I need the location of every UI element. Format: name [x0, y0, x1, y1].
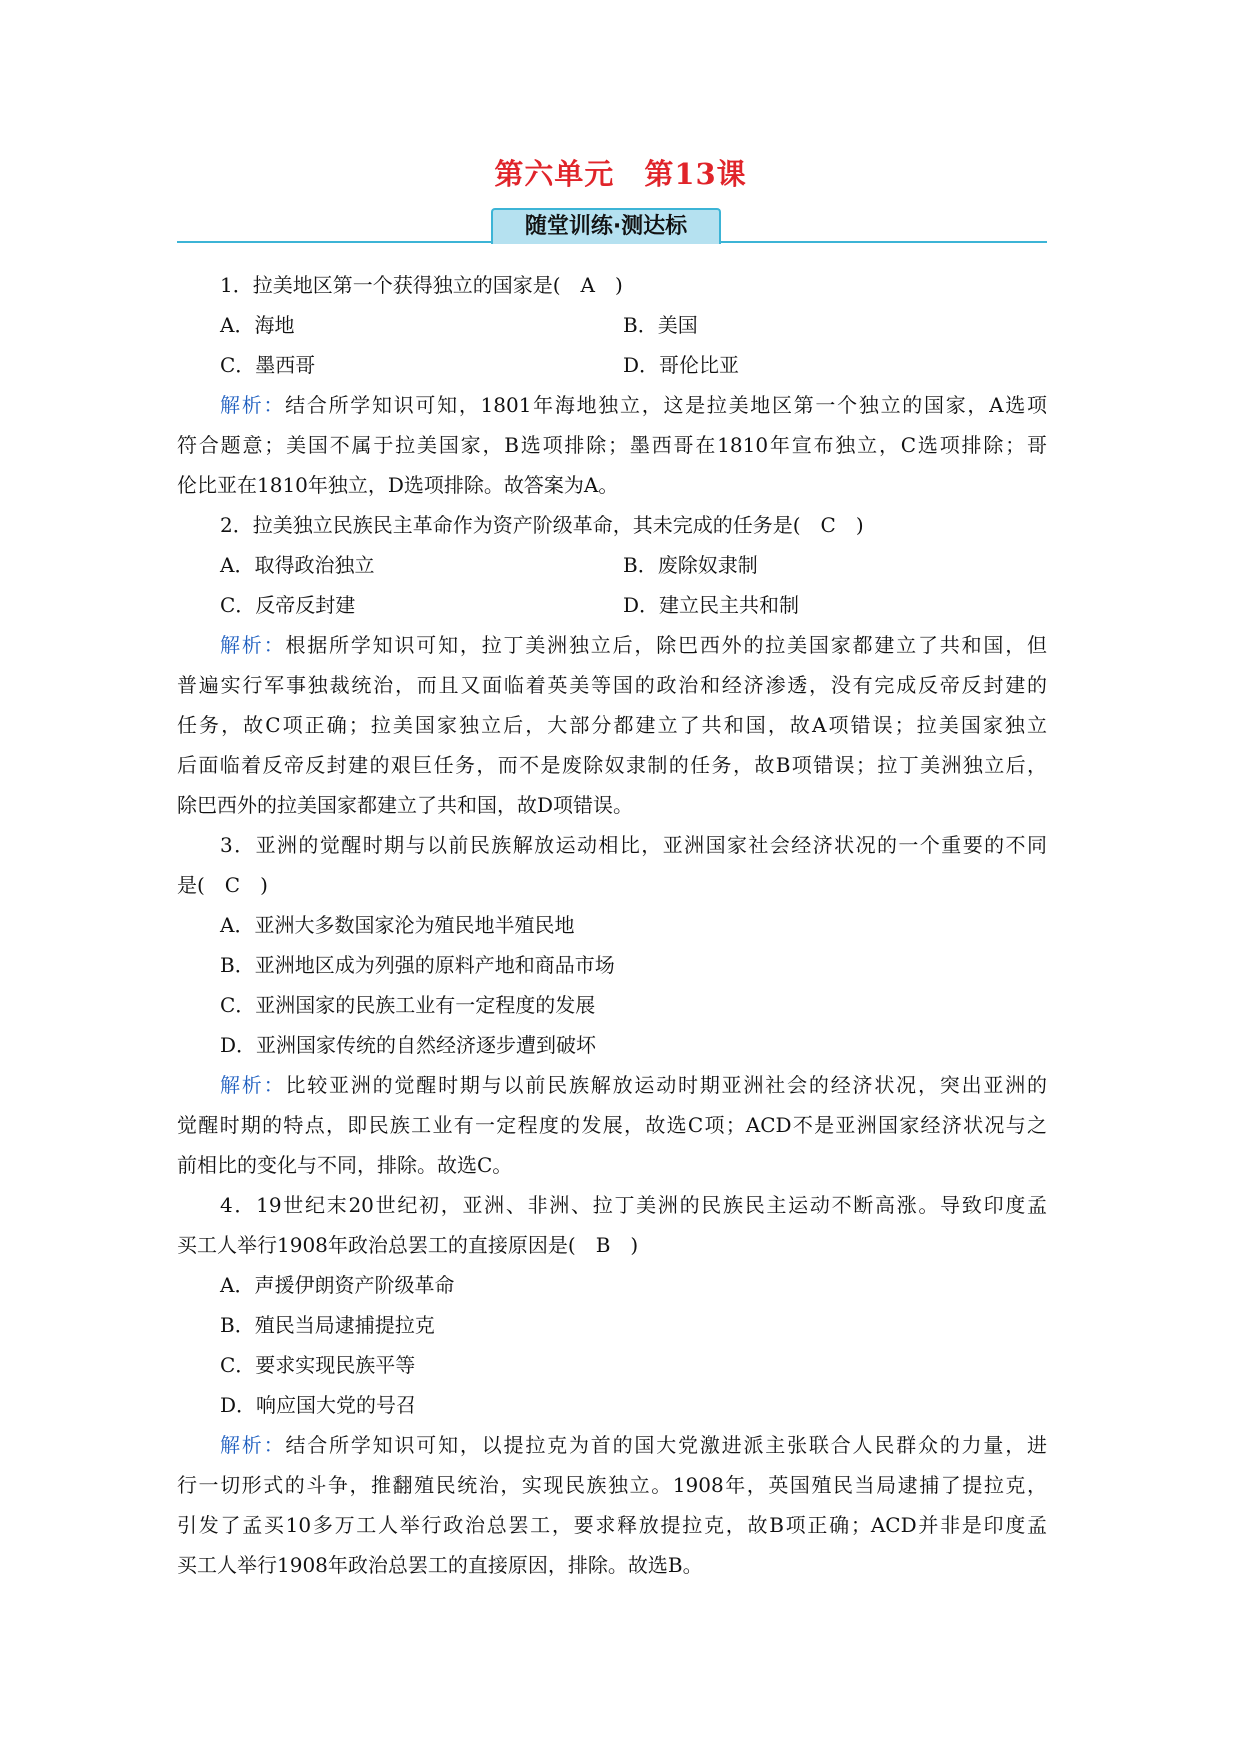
analysis-label: 解析： [220, 393, 286, 417]
option-b: B．废除奴隶制 [623, 553, 758, 577]
analysis-line: 伦比亚在1810年独立，D选项排除。故答案为A。 [177, 473, 619, 497]
question-stem: 2．拉美独立民族民主革命作为资产阶级革命，其未完成的任务是( C ) [220, 513, 864, 537]
option-a: A．亚洲大多数国家沦为殖民地半殖民地 [220, 913, 575, 937]
page-title [0, 152, 1241, 193]
lesson-title: 第13课 [644, 157, 747, 191]
option-c: C．墨西哥 [220, 353, 316, 377]
question-1 [177, 265, 1047, 505]
option-d: D．响应国大党的号召 [220, 1393, 417, 1417]
question-3 [177, 825, 1047, 1185]
question-list [177, 265, 1047, 1585]
option-c: C．要求实现民族平等 [220, 1353, 416, 1377]
question-stem: 是( C ) [177, 873, 268, 897]
analysis-line: 引发了孟买10多万工人举行政治总罢工，要求释放提拉克，故B项正确；ACD并非是印度孟 [177, 1513, 1047, 1537]
option-a: A．声援伊朗资产阶级革命 [220, 1273, 455, 1297]
analysis-line: 除巴西外的拉美国家都建立了共和国，故D项错误。 [177, 793, 634, 817]
analysis-label: 解析： [220, 633, 286, 657]
option-c: C．反帝反封建 [220, 593, 356, 617]
question-stem: 1．拉美地区第一个获得独立的国家是( A ) [220, 273, 623, 297]
analysis-line: 行一切形式的斗争，推翻殖民统治，实现民族独立。1908年，英国殖民当局逮捕了提拉克， [177, 1473, 1047, 1497]
option-row [177, 545, 1047, 585]
option-row [177, 585, 1047, 625]
analysis-line: 解析：根据所学知识可知，拉丁美洲独立后，除巴西外的拉美国家都建立了共和国，但 [220, 633, 1048, 657]
section-banner: 随堂训练·测达标 [491, 208, 721, 244]
question-stem: 4．19世纪末20世纪初，亚洲、非洲、拉丁美洲的民族民主运动不断高涨。导致印度孟 [220, 1193, 1047, 1217]
option-b: B．亚洲地区成为列强的原料产地和商品市场 [220, 953, 615, 977]
analysis-label: 解析： [220, 1433, 286, 1457]
analysis-line: 普遍实行军事独裁统治，而且又面临着英美等国的政治和经济渗透，没有完成反帝反封建的 [177, 673, 1047, 697]
analysis-label: 解析： [220, 1073, 286, 1097]
option-a: A．取得政治独立 [220, 553, 375, 577]
analysis-line: 符合题意；美国不属于拉美国家，B选项排除；墨西哥在1810年宣布独立，C选项排除；哥 [177, 433, 1047, 457]
analysis-line: 前相比的变化与不同，排除。故选C。 [177, 1153, 513, 1177]
unit-title: 第六单元 [494, 157, 615, 191]
analysis-line: 解析：比较亚洲的觉醒时期与以前民族解放运动时期亚洲社会的经济状况，突出亚洲的 [220, 1073, 1048, 1097]
question-stem: 买工人举行1908年政治总罢工的直接原因是( B ) [177, 1233, 639, 1257]
question-2 [177, 505, 1047, 825]
option-a: A．海地 [220, 313, 295, 337]
analysis-line: 解析：结合所学知识可知，以提拉克为首的国大党激进派主张联合人民群众的力量，进 [220, 1433, 1048, 1457]
option-d: D．哥伦比亚 [623, 353, 740, 377]
question-stem: 3．亚洲的觉醒时期与以前民族解放运动相比，亚洲国家社会经济状况的一个重要的不同 [220, 833, 1047, 857]
option-c: C．亚洲国家的民族工业有一定程度的发展 [220, 993, 596, 1017]
question-4 [177, 1185, 1047, 1585]
option-b: B．殖民当局逮捕提拉克 [220, 1313, 435, 1337]
analysis-line: 后面临着反帝反封建的艰巨任务，而不是废除奴隶制的任务，故B项错误；拉丁美洲独立后， [177, 753, 1047, 777]
analysis-line: 觉醒时期的特点，即民族工业有一定程度的发展，故选C项；ACD不是亚洲国家经济状况与之 [177, 1113, 1047, 1137]
option-row [177, 305, 1047, 345]
option-b: B．美国 [623, 313, 698, 337]
option-row [177, 345, 1047, 385]
analysis-line: 解析：结合所学知识可知，1801年海地独立，这是拉美地区第一个独立的国家，A选项 [220, 393, 1048, 417]
option-d: D．亚洲国家传统的自然经济逐步遭到破坏 [220, 1033, 597, 1057]
analysis-line: 买工人举行1908年政治总罢工的直接原因，排除。故选B。 [177, 1553, 703, 1577]
option-d: D．建立民主共和制 [623, 593, 800, 617]
analysis-line: 任务，故C项正确；拉美国家独立后，大部分都建立了共和国，故A项错误；拉美国家独立 [177, 713, 1047, 737]
